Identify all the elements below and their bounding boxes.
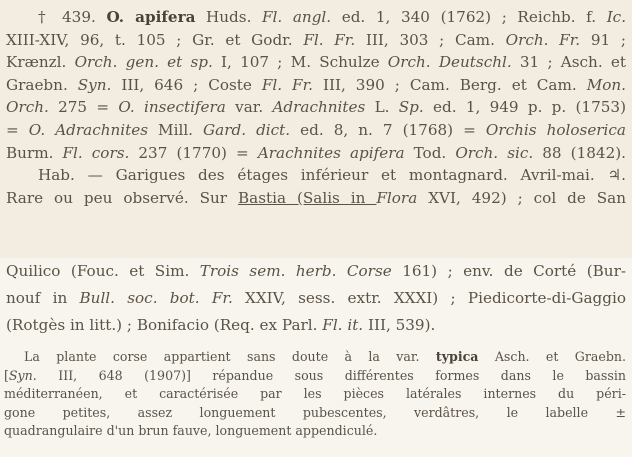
habitat-line: Hab. — Garigues des étages inférieur et montagnard. Avril-mai. ♃. [38,166,626,185]
note-line-4: gone petites, assez longuement pubescentes, verdâtres, le labelle ± [4,404,626,420]
entry-line-1: † 439. O. apifera Huds. Fl. angl. ed. 1, 340 (1762) ; Reichb. f. Ic. [38,8,627,26]
cont-line-2: nouf in Bull. soc. bot. Fr. XXIV, sess. extr. XXXI) ; Piedicorte-di-Gaggio [6,289,626,307]
note-line-2: [Syn. III, 648 (1907)] répandue sous différentes formes dans le bassin [4,367,626,383]
entry-line-2: XIII-XIV, 96, t. 105 ; Gr. et Godr. Fl. Fr. III, 303 ; Cam. Orch. Fr. 91 ; [6,30,626,49]
species-entry [0,6,632,209]
cont-line-1: Quilico (Fouc. et Sim. Trois sem. herb. Corse 161) ; env. de Corté (Bur- [6,262,626,280]
entry-line-3: Krænzl. Orch. gen. et sp. I, 107 ; M. Schulze Orch. Deutschl. 31 ; Asch. et [6,53,626,72]
variety-note [0,348,632,441]
entry-line-7: Burm. Fl. cors. 237 (1770) = Arachnites apifera Tod. Orch. sic. 88 (1842). [6,143,626,162]
entry-number: † 439. [38,8,96,26]
entry-line-4: Graebn. Syn. III, 646 ; Coste Fl. Fr. III, 390 ; Cam. Berg. et Cam. Mon. [6,75,626,94]
note-line-1: La plante corse appartient sans doute à la var. typica Asch. et Graebn. [24,349,627,364]
localities-continuation [0,258,632,339]
entry-line-5: Orch. 275 = O. insectifera var. Adrachnites L. Sp. ed. 1, 949 p. p. (1753) [6,98,626,117]
note-line-5: quadrangulaire d'un brun fauve, longuement appendiculé. [4,423,378,438]
entry-line-9: Rare ou peu observé. Sur Bastia (Salis in Flora XVI, 492) ; col de San [6,188,627,207]
entry-line-6: = O. Adrachnites Mill. Gard. dict. ed. 8, n. 7 (1768) = Orchis holoserica [6,120,626,139]
cont-line-3: (Rotgès in litt.) ; Bonifacio (Req. ex Parl. Fl. it. III, 539). [6,316,436,334]
note-line-3: méditerranéen, et caractérisée par les pièces latérales internes du péri- [4,386,626,401]
species-name: O. apifera [106,8,196,26]
